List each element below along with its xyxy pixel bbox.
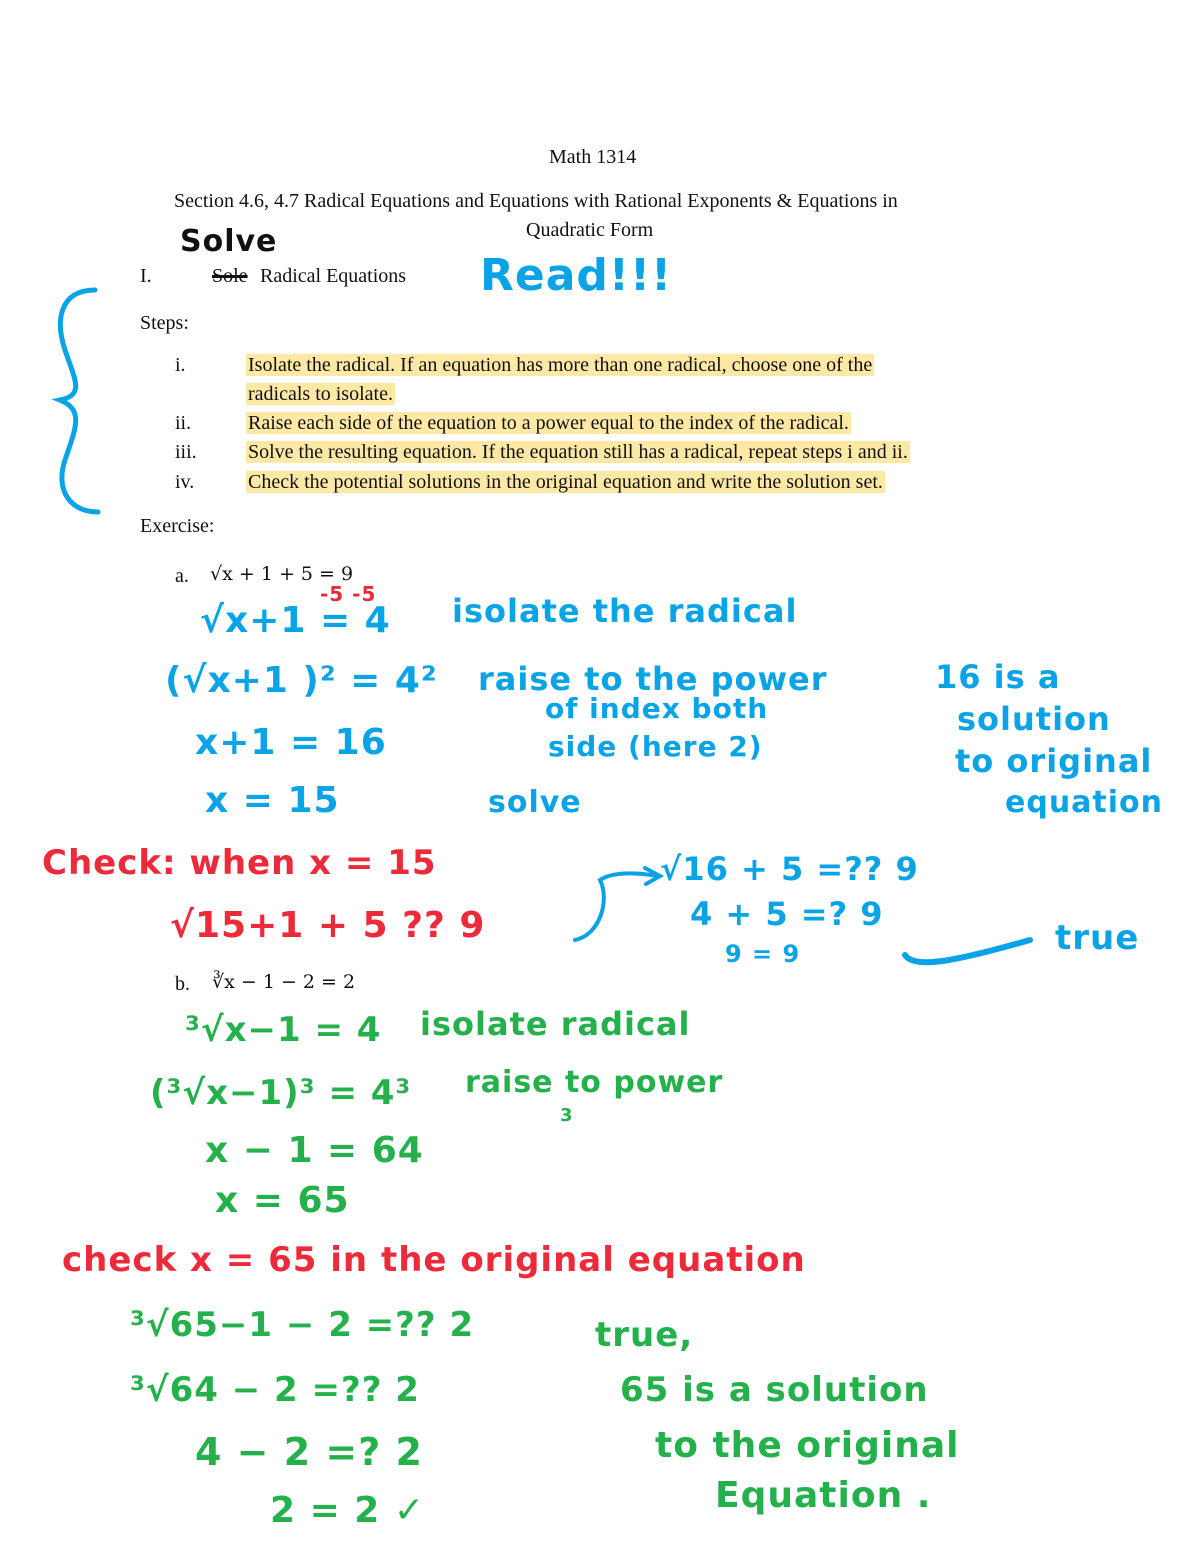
a-step3-comment2: side (here 2) [548, 730, 763, 763]
side-note-line2: solution [957, 700, 1111, 738]
b-verify2: ³√64 − 2 =?? 2 [130, 1370, 420, 1410]
b-step2: (³√x−1)³ = 4³ [150, 1073, 412, 1113]
step-text-line: Check the potential solutions in the original equation and write the solution set. [248, 471, 883, 493]
b-step1: ³√x−1 = 4 [185, 1010, 382, 1050]
b-result2: 65 is a solution [620, 1370, 929, 1410]
b-step1-comment: isolate radical [420, 1005, 691, 1043]
side-note-line3: to original [955, 742, 1153, 780]
b-check: check x = 65 in the original equation [62, 1240, 806, 1280]
struck-word: Sole [212, 265, 248, 287]
step-num: iv. [175, 471, 195, 493]
a-step3: x+1 = 16 [195, 722, 387, 763]
step-text-line: Raise each side of the equation to a power equal to the index of the radical. [248, 412, 849, 434]
minus-five-note: -5 -5 [320, 582, 377, 606]
read-annotation: Read!!! [480, 250, 673, 301]
step-text-line: Isolate the radical. If an equation has more than one radical, choose one of the [248, 354, 873, 376]
a-verify3: 9 = 9 [725, 940, 801, 968]
b-step2-comment: raise to power [465, 1065, 724, 1100]
b-step2-comment-sub: 3 [560, 1105, 574, 1126]
brace-stroke [60, 290, 98, 512]
step-num: iii. [175, 441, 197, 463]
a-step3-comment1: of index both [545, 692, 769, 725]
steps-label: Steps: [140, 312, 189, 334]
a-check-line2: √15+1 + 5 ?? 9 [170, 905, 486, 946]
a-step1: √x+1 = 4 [200, 600, 391, 641]
course-title: Math 1314 [549, 146, 637, 168]
b-verify4: 2 = 2 ✓ [270, 1490, 426, 1531]
part-numeral: I. [140, 265, 152, 287]
b-verify3: 4 − 2 =? 2 [195, 1430, 423, 1474]
exercise-a-label: a. [175, 565, 189, 587]
solve-annotation: Solve [180, 224, 278, 259]
b-result1: true, [595, 1315, 694, 1355]
b-result3: to the original [655, 1425, 960, 1466]
exercise-b-label: b. [175, 973, 190, 995]
step-text-line: Solve the resulting equation. If the equation still has a radical, repeat steps i and ii. [248, 441, 908, 463]
b-step4: x = 65 [215, 1180, 350, 1221]
a-step2-comment: raise to the power [478, 660, 828, 698]
exercise-label: Exercise: [140, 515, 215, 537]
a-step4-comment: solve [488, 785, 582, 820]
a-verify2: 4 + 5 =? 9 [690, 895, 884, 933]
a-step2: (√x+1 )² = 4² [165, 660, 438, 701]
a-step4: x = 15 [205, 780, 340, 821]
b-verify1: ³√65−1 − 2 =?? 2 [130, 1305, 475, 1345]
true-arrow-stroke [905, 940, 1030, 962]
section-title-line1: Section 4.6, 4.7 Radical Equations and Equations with Rational Exponents & Equations in [174, 190, 898, 212]
side-note-line1: 16 is a [935, 658, 1061, 696]
section-title-line2: Quadratic Form [526, 219, 654, 241]
side-note-line4: equation [1005, 785, 1164, 820]
a-check-line1: Check: when x = 15 [42, 843, 437, 883]
a-true: true [1055, 918, 1140, 958]
b-step3: x − 1 = 64 [205, 1130, 424, 1171]
a-step1-comment: isolate the radical [452, 592, 798, 630]
step-num: i. [175, 354, 186, 376]
exercise-b-equation: ∛x − 1 − 2 = 2 [212, 971, 356, 993]
a-verify1: √16 + 5 =?? 9 [660, 850, 919, 888]
b-result4: Equation . [715, 1475, 932, 1516]
exercise-a-equation: √x + 1 + 5 = 9 [210, 563, 354, 585]
step-text-line: radicals to isolate. [248, 383, 393, 405]
part-title: Radical Equations [260, 265, 407, 287]
step-num: ii. [175, 412, 192, 434]
